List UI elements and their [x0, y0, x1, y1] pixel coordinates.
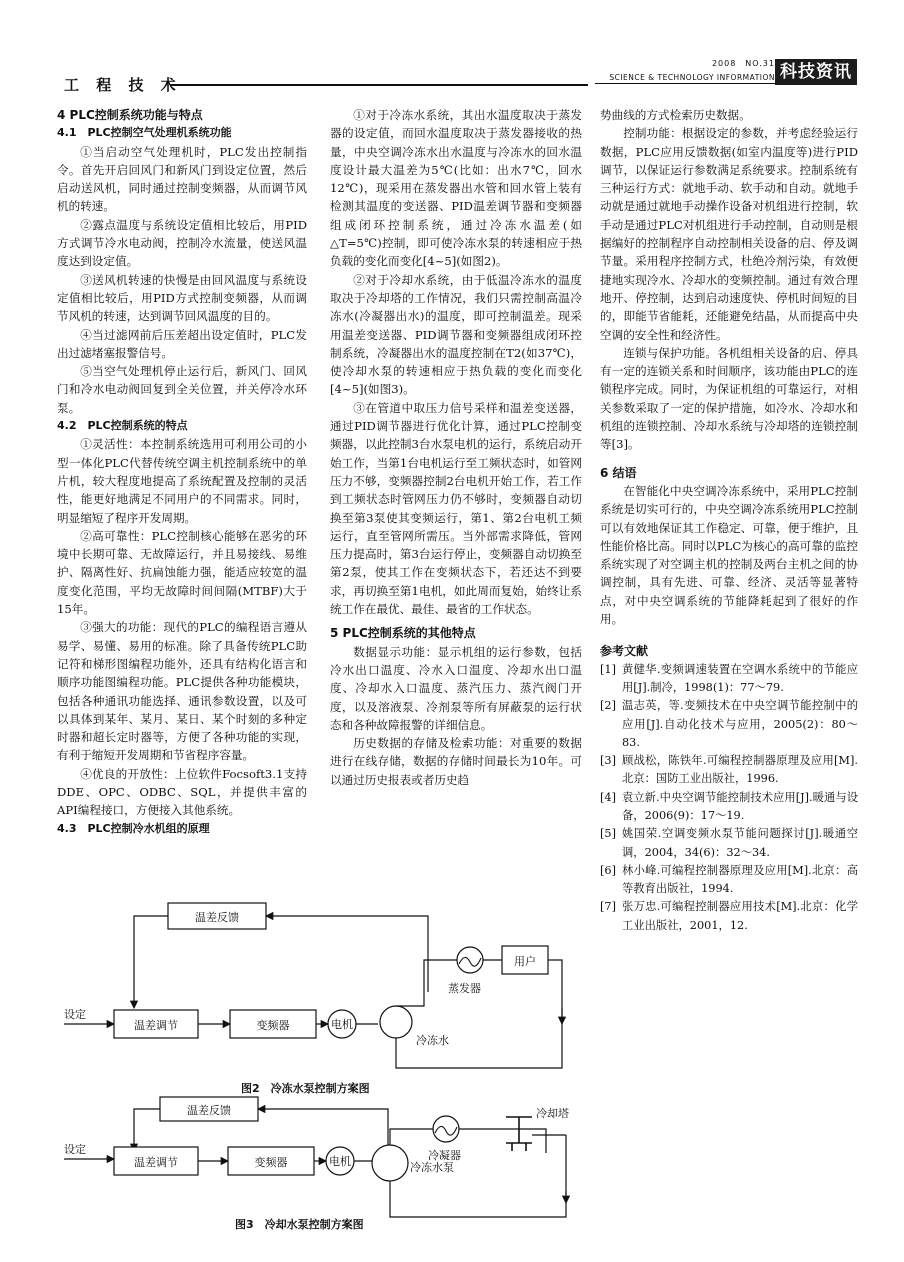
feedback-label: 温差反馈 [195, 911, 239, 924]
motor-label: 电机 [329, 1155, 351, 1168]
references-heading: 参考文献 [600, 644, 649, 659]
header-rule [170, 84, 588, 86]
paragraph: ③强大的功能：现代的PLC的编程语言遵从易学、易懂、易用的标准。除了具备传统PLC助记符和梯形图编程功能外，还具有结构化语言和顺序功能图编程功能。PLC提供各种功能模块，包括各种通讯功能选择、通讯参数设置，以及可以具体到某年、某月、某日、某个时刻的多种定时器和超长定时器等，方便了各种功能的实现，有利于缩短开发周期和节省程序容量。 [57, 620, 307, 763]
chilled-water-label: 冷冻水 [416, 1034, 449, 1047]
column-3 [600, 106, 858, 935]
paragraph: ④优良的开放性：上位软件Focsoft3.1支持DDE、OPC、ODBC、SQL，并提供丰富的API编程接口，方便接入其他系统。 [57, 766, 307, 818]
subsection-heading: 4.3 PLC控制冷水机组的原理 [57, 821, 210, 835]
paragraph: ②对于冷却水系统，由于低温冷冻水的温度取决于冷却塔的工作情况，我们只需控制高温冷冻水(冷凝器出水)的温度，即可控制温差。现采用温差变送器、PID调节器和变频器组成闭环控制系统，冷凝器出水的温度控制在T2(如37℃)，使冷却水泵的转速相应于热负载的变化而变化[4~5](如图3)。 [330, 272, 582, 397]
column-1 [57, 106, 307, 838]
paragraph: ①灵活性：本控制系统选用可利用公司的小型一体化PLC代替传统空调主机控制系统中的单片机，较大程度地提高了系统配置及控制的灵活性，能更好地满足不同用户的不同需求。同时，明显缩短了程序开发周期。 [57, 437, 307, 525]
paragraph: ②高可靠性：PLC控制核心能够在恶劣的环境中长期可靠、无故障运行，并且易接线、易维护、隔离性好、抗扁蚀能力强，能适应较宽的温度变化范围，平均无故障时间间隔(MTBF)大于15年。 [57, 528, 307, 617]
column-2 [330, 106, 582, 789]
controller-label: 温差调节 [134, 1156, 178, 1169]
reference-item: [2] 温志英，等.变频技术在中央空调节能控制中的应用[J].自动化技术与应用，2005(2)：80～83. [600, 699, 858, 749]
figure-3-caption: 图3 冷却水泵控制方案图 [235, 1218, 364, 1231]
cooling-tower-label: 冷却塔 [536, 1107, 569, 1120]
reference-list [600, 661, 858, 935]
paragraph: 数据显示功能：显示机组的运行参数，包括冷水出口温度、冷水入口温度、冷却水出口温度、冷却水入口温度、蒸汽压力、蒸汽阀门开度，以及溶液泵、冷剂泵等所有屏蔽泵的运行状态和各种故障报警的详细信息。 [330, 644, 582, 732]
reference-item: [3] 顾战松，陈铁年.可编程控制器原理及应用[M].北京：国防工业出版社，1996. [600, 754, 858, 786]
cooling-tower-symbol [506, 1117, 532, 1151]
controller-label: 温差调节 [134, 1019, 178, 1032]
pump-symbol [380, 1006, 412, 1038]
subsection-heading: 4.1 PLC控制空气处理机系统功能 [57, 126, 232, 140]
section-heading: 4 PLC控制系统功能与特点 [57, 108, 203, 122]
user-label: 用户 [514, 955, 536, 968]
inverter-label: 变频器 [256, 1019, 290, 1032]
reference-item: [6] 林小峰.可编程控制器原理及应用[M].北京：高等教育出版社，1994. [600, 863, 858, 896]
pump-label: 冷冻水泵 [410, 1161, 454, 1174]
paragraph: 在智能化中央空调冷冻系统中，采用PLC控制系统是切实可行的，中央空调冷冻系统用PLC控制可以有效地保证其工作稳定、可靠，便于维护，且性能价格比高。同时以PLC为核心的高可靠的监控系统实现了对空调主机的控制及两台主机之间的协调控制，具有先进、可靠、经济、灵活等显著特点，对中央空调系统的节能降耗起到了很好的作用。 [600, 483, 858, 627]
inverter-label: 变频器 [254, 1156, 288, 1169]
journal-name-en: SCIENCE & TECHNOLOGY INFORMATION [595, 73, 775, 84]
setpoint-label: 设定 [64, 1008, 86, 1021]
paragraph: ①对于冷冻水系统，其出水温度取决于蒸发器的设定值，而回水温度取决于蒸发器接收的热量，中央空调冷冻水出水温度与冷冻水的回水温度设计最大温差为5℃(比如：出水7℃，回水12℃)，现采用在蒸发器出水管和回水管上装有检测其温度的变送器、PID温差调节器和变频器组成闭环控制系统，通过冷冻水温差(如△T=5℃)控制，即可使冷冻水泵的转速相应于热负载的变化而变化[4~5](如图2)。 [330, 108, 582, 269]
paragraph: 历史数据的存储及检索功能：对重要的数据进行在线存储，数据的存储时间最长为10年。可以通过历史报表或者历史趋 [330, 736, 582, 787]
subsection-heading: 4.2 PLC控制系统的特点 [57, 419, 188, 433]
paragraph: 连锁与保护功能。各机组相关设备的启、停具有一定的连锁关系和时间顺序，该功能由PLC的连锁程序完成。同时，为保证机组的可靠运行，对相关参数采取了一定的保护措施，如冷水、冷却水和机组的连锁控制、冷却水系统与冷却塔的连锁控制等[3]。 [600, 345, 858, 452]
figure-3-diagram [50, 1095, 590, 1227]
evaporator-label: 蒸发器 [448, 982, 481, 995]
paragraph: 势曲线的方式检索历史数据。 [600, 108, 751, 122]
figure-2-diagram [50, 898, 590, 1074]
section-heading: 6 结语 [600, 465, 637, 480]
condenser-label: 冷凝器 [428, 1149, 461, 1162]
issue-number: 2008 NO.31 [711, 59, 775, 68]
section-label: 工 程 技 术 [64, 76, 182, 94]
paragraph: ②露点温度与系统设定值相比较后，用PID方式调节冷水电动阀，控制冷水流量，使送风温度达到设定值。 [57, 217, 307, 269]
motor-label: 电机 [331, 1018, 353, 1031]
pump-symbol [372, 1145, 408, 1181]
reference-item: [7] 张万忠.可编程控制器应用技术[M].北京：化学工业出版社，2001，12. [600, 900, 858, 932]
paragraph: 控制功能：根据设定的参数，并考虑经验运行数据，PLC应用反馈数据(如室内温度等)进行PID调节，以保证运行参数满足系统要求。控制系统有三种运行方式：就地手动、软手动和自动。就地手动就是通过就地手动操作设备对机组进行控制，软手动是通过PLC对机组进行手动控制，自动则是根据编好的控制程序自动控制相关设备的启、停及调节量。采用程序控制方式，杜绝冷剂污染，有效便捷地实现冷水、冷却水的变频控制。通过有效合理地开、停控制，达到启动速度快、停机时间短的目的，即能节省能耗，还能避免结晶，从而提高中央空调的安全性和经济性。 [600, 126, 858, 342]
paragraph: ③在管道中取压力信号采样和温差变送器，通过PID调节器进行优化计算，通过PLC控制变频器，以此控制3台水泵电机的运行，系统启动开始工作，当第1台电机运行至工频状态时，如管网压力不够，变频器控制2台电机开始工作，若工作到工频状态时管网压力仍不够时，变频器自动切换至第3泵使其变频运行，第1、第2台电机工频运行，直至管网所需压。当外部需求降低，管网压力提高时，第3台运行停止，变频器自动切换至第2泵，使其工作在变频状态下，若还达不到要求，再切换至第1电机，如此周而复始，始终让系统工作在最优、最佳、最省的工作状态。 [330, 400, 582, 617]
paragraph: ④当过滤网前后压差超出设定值时，PLC发出过滤堵塞报警信号。 [57, 327, 307, 360]
reference-item: [1] 黄健华.变频调速装置在空调水系统中的节能应用[J].制冷，1998(1)：77～79. [600, 662, 858, 694]
reference-item: [5] 姚国荣.空调变频水泵节能问题探讨[J].暖通空调，2004，34(6)：32～34. [600, 827, 858, 859]
feedback-label: 温差反馈 [187, 1104, 231, 1117]
setpoint-label: 设定 [64, 1143, 86, 1156]
paragraph: ③送风机转速的快慢是由回风温度与系统设定值相比较后，用PID方式控制变频器，从而调节风机的转速，达到调节回风温度的目的。 [57, 272, 307, 324]
paragraph: ⑤当空气处理机停止运行后，新风门、回风门和冷水电动阀回复到全关位置，并关停冷水环泵。 [57, 364, 307, 415]
section-heading: 5 PLC控制系统的其他特点 [330, 626, 476, 641]
figure-2-caption: 图2 冷冻水泵控制方案图 [241, 1082, 370, 1095]
journal-header [595, 58, 775, 84]
reference-item: [4] 袁立新.中央空调节能控制技术应用[J].暖通与设备，2006(9)：17～19. [600, 790, 858, 822]
paragraph: ①当启动空气处理机时，PLC发出控制指令。首先开启回风门和新风门到设定位置，然后启动送风机，同时通过控制变频器，从而调节风机的转速。 [57, 144, 307, 214]
journal-name-cn: 科技资讯 [775, 59, 857, 85]
